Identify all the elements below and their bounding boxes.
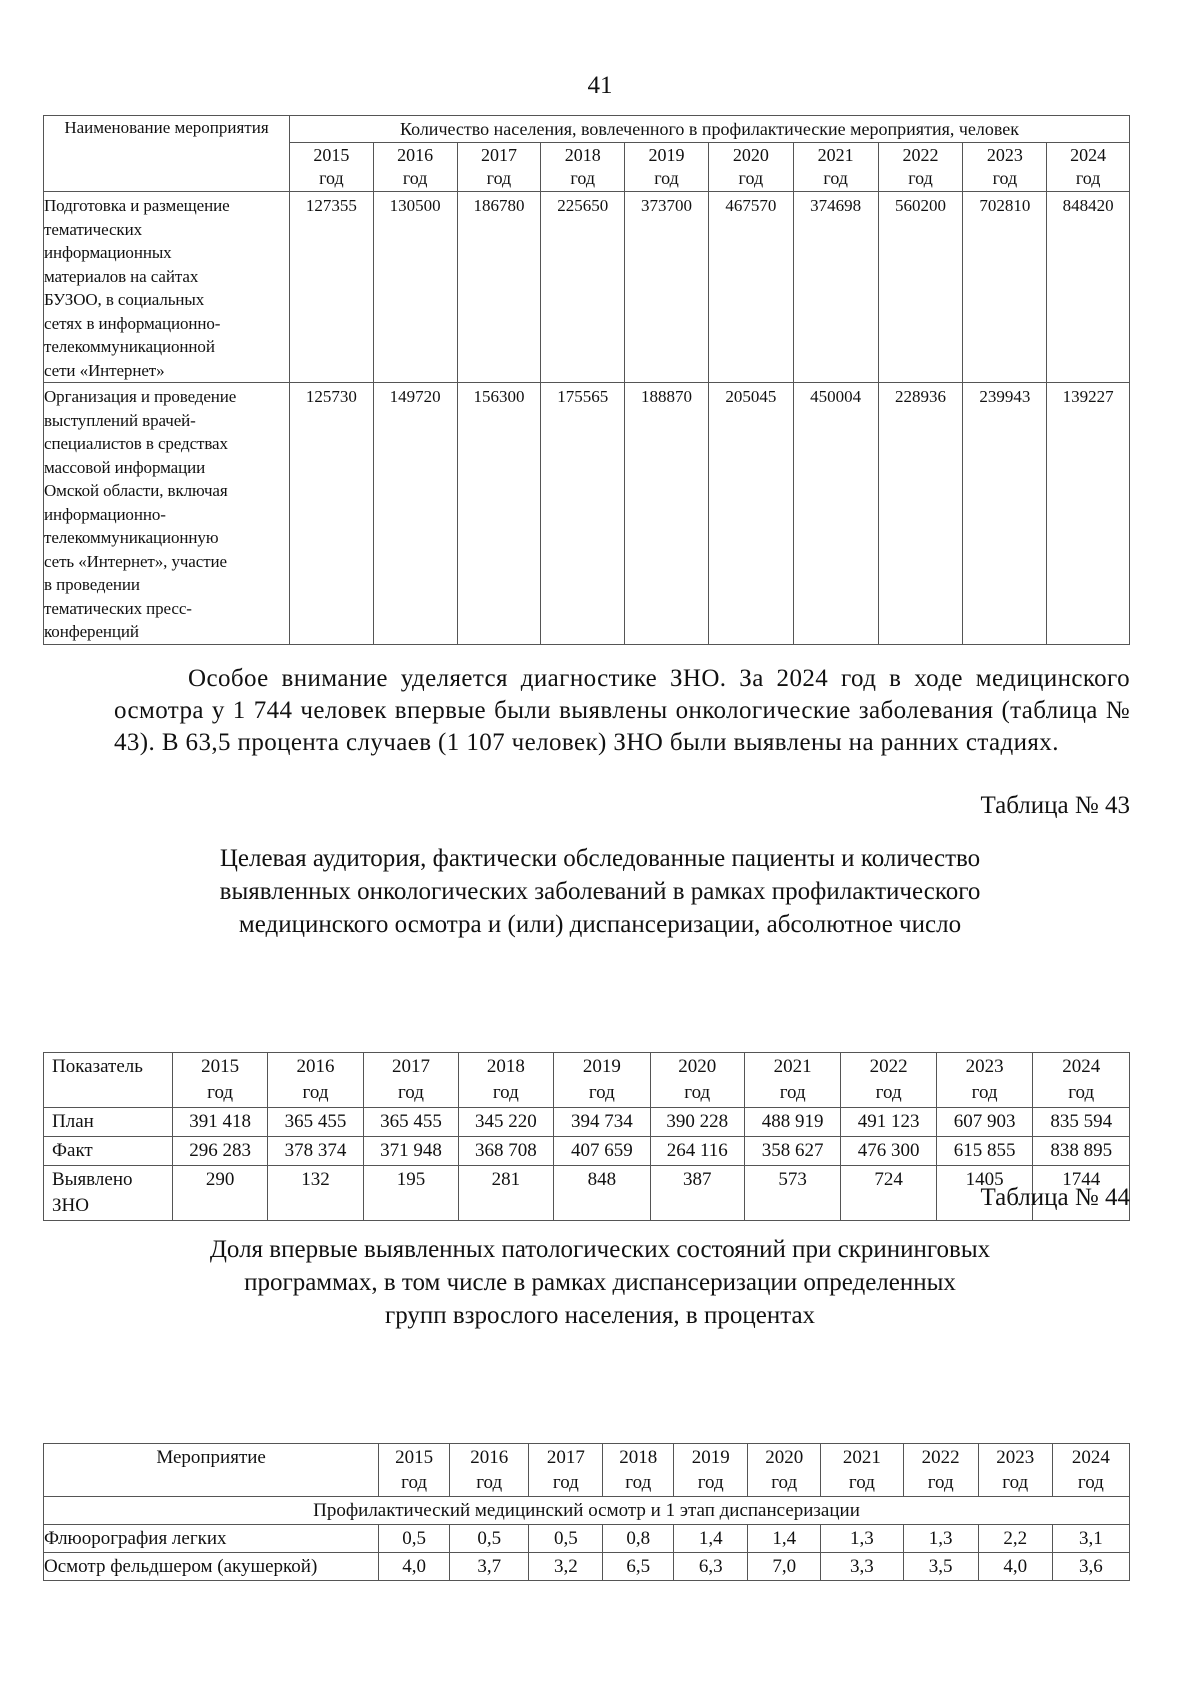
year-label: 2018 <box>564 145 601 165</box>
year-label: 2017 <box>546 1447 585 1468</box>
year-label: 2018 <box>486 1056 525 1077</box>
year-header-cell <box>650 1053 744 1108</box>
value-cell: 175565 <box>541 383 625 645</box>
header-activity-name: Наименование мероприятия <box>44 116 290 192</box>
year-header-cell <box>529 1444 603 1497</box>
year-header-cell <box>603 1444 674 1497</box>
year-label: 2021 <box>817 145 854 165</box>
value-cell: 838 895 <box>1033 1137 1130 1166</box>
year-label: 2020 <box>678 1056 717 1077</box>
value-cell: 3,2 <box>529 1553 603 1581</box>
year-unit-label: год <box>588 1082 615 1103</box>
year-header-cell <box>457 143 541 192</box>
row-label-cell: План <box>44 1108 173 1137</box>
row-label-cell: Факт <box>44 1137 173 1166</box>
year-header-cell <box>450 1444 529 1497</box>
year-header-cell <box>554 1053 651 1108</box>
year-unit-label: год <box>927 1472 954 1493</box>
year-label: 2019 <box>648 145 685 165</box>
value-cell: 368 708 <box>458 1137 553 1166</box>
header-population-group: Количество населения, вовлеченного в профилактические мероприятия, человек <box>289 116 1129 143</box>
year-label: 2024 <box>1070 145 1107 165</box>
year-label: 2021 <box>842 1447 881 1468</box>
year-label: 2023 <box>996 1447 1035 1468</box>
activity-name-line: тематических пресс- <box>44 598 192 618</box>
header-activity: Мероприятие <box>44 1444 379 1497</box>
year-unit-label: год <box>908 168 933 188</box>
year-unit-label: год <box>1075 168 1101 188</box>
value-cell: 467570 <box>708 192 793 383</box>
year-label: 2019 <box>582 1056 621 1077</box>
year-unit-label: год <box>848 1472 875 1493</box>
value-cell: 724 <box>841 1166 936 1221</box>
value-cell: 195 <box>364 1166 458 1221</box>
value-cell: 3,7 <box>450 1553 529 1581</box>
activity-name-line: сеть «Интернет», участие <box>44 551 227 571</box>
value-cell: 365 455 <box>364 1108 458 1137</box>
table-row <box>44 1166 1130 1221</box>
year-header-cell <box>744 1053 841 1108</box>
year-label: 2015 <box>313 145 350 165</box>
table44-label: Таблица № 44 <box>980 1184 1130 1211</box>
table44-section-row: Профилактический медицинский осмотр и 1 этап диспансеризации <box>44 1497 1130 1525</box>
value-cell: 6,3 <box>674 1553 748 1581</box>
activity-name-line: сети «Интернет» <box>44 360 165 380</box>
value-cell: 387 <box>650 1166 744 1221</box>
activity-name-line: Омской области, включая <box>44 481 228 500</box>
table44-title-line: программах, в том числе в рамках диспансеризации определенных <box>244 1269 956 1296</box>
value-cell: 615 855 <box>936 1137 1033 1166</box>
year-unit-label: год <box>486 168 512 188</box>
year-unit-label: год <box>319 168 344 188</box>
year-unit-label: год <box>207 1082 234 1103</box>
value-cell: 702810 <box>963 192 1047 383</box>
value-cell: 4,0 <box>379 1553 450 1581</box>
table43-title <box>100 842 1100 941</box>
value-cell: 127355 <box>289 192 373 383</box>
activity-name-line: специалистов в средствах <box>44 434 228 453</box>
table44 <box>43 1443 1130 1581</box>
prevention-activities-table <box>43 115 1130 645</box>
value-cell: 835 594 <box>1033 1108 1130 1137</box>
value-cell: 149720 <box>373 383 457 645</box>
value-cell: 239943 <box>963 383 1047 645</box>
value-cell: 391 418 <box>173 1108 267 1137</box>
value-cell: 1,3 <box>821 1525 903 1553</box>
value-cell: 125730 <box>289 383 373 645</box>
value-cell: 1405 <box>936 1166 1033 1221</box>
year-header-cell <box>963 143 1047 192</box>
table-row <box>44 1525 1130 1553</box>
value-cell: 281 <box>458 1166 553 1221</box>
year-header-cell <box>364 1053 458 1108</box>
year-label: 2022 <box>921 1447 960 1468</box>
year-header-cell <box>708 143 793 192</box>
value-cell: 6,5 <box>603 1553 674 1581</box>
value-cell: 130500 <box>373 192 457 383</box>
value-cell: 450004 <box>793 383 878 645</box>
value-cell: 132 <box>267 1166 364 1221</box>
value-cell: 3,3 <box>821 1553 903 1581</box>
value-cell: 374698 <box>793 192 878 383</box>
year-label: 2021 <box>773 1056 812 1077</box>
year-header-cell <box>821 1444 903 1497</box>
table-row <box>44 1137 1130 1166</box>
year-unit-label: год <box>771 1472 798 1493</box>
year-label: 2018 <box>619 1447 658 1468</box>
activity-name-line: Подготовка и размещение <box>44 196 230 215</box>
year-unit-label: год <box>476 1472 503 1493</box>
value-cell: 373700 <box>625 192 709 383</box>
row-label-cell: Флюорография легких <box>44 1525 379 1553</box>
activity-name-line: в проведении <box>44 575 140 594</box>
year-label: 2015 <box>395 1447 434 1468</box>
table44-title-line: Доля впервые выявленных патологических состояний при скрининговых <box>209 1236 991 1263</box>
year-unit-label: год <box>738 168 764 188</box>
value-cell: 394 734 <box>554 1108 651 1137</box>
activity-name-line: материалов на сайтах <box>44 266 199 286</box>
activity-name-line: конференций <box>44 622 139 641</box>
activity-name-cell <box>44 383 290 645</box>
table43-title-line: Целевая аудитория, фактически обследованные пациенты и количество <box>219 845 981 872</box>
value-cell: 491 123 <box>841 1108 936 1137</box>
value-cell: 3,1 <box>1052 1525 1129 1553</box>
value-cell: 296 283 <box>173 1137 267 1166</box>
year-label: 2020 <box>765 1447 804 1468</box>
year-unit-label: год <box>992 168 1018 188</box>
value-cell: 378 374 <box>267 1137 364 1166</box>
year-header-cell <box>878 143 963 192</box>
year-unit-label: год <box>570 168 595 188</box>
value-cell: 225650 <box>541 192 625 383</box>
table44-title <box>100 1233 1100 1332</box>
activity-name-line: информационных <box>44 243 172 262</box>
year-unit-label: год <box>654 168 679 188</box>
activity-name-cell <box>44 192 290 383</box>
year-header-cell <box>1033 1053 1130 1108</box>
year-header-cell <box>748 1444 821 1497</box>
value-cell: 3,5 <box>903 1553 978 1581</box>
year-unit-label: год <box>971 1082 998 1103</box>
year-unit-label: год <box>302 1082 329 1103</box>
year-unit-label: год <box>875 1082 902 1103</box>
value-cell: 7,0 <box>748 1553 821 1581</box>
year-unit-label: год <box>625 1472 652 1493</box>
activity-name-line: телекоммуникационной <box>44 337 215 356</box>
year-label: 2015 <box>201 1056 240 1077</box>
row-label-cell: Осмотр фельдшером (акушеркой) <box>44 1553 379 1581</box>
year-label: 2017 <box>480 145 517 165</box>
year-header-cell <box>793 143 878 192</box>
year-unit-label: год <box>492 1082 519 1103</box>
year-label: 2022 <box>869 1056 908 1077</box>
value-cell: 0,5 <box>379 1525 450 1553</box>
value-cell: 1,3 <box>903 1525 978 1553</box>
year-label: 2024 <box>1062 1056 1101 1077</box>
value-cell: 848 <box>554 1166 651 1221</box>
year-header-cell <box>1047 143 1130 192</box>
year-unit-label: год <box>1068 1082 1095 1103</box>
page-number: 41 <box>587 72 613 99</box>
year-header-cell <box>541 143 625 192</box>
value-cell: 573 <box>744 1166 841 1221</box>
year-header-cell <box>379 1444 450 1497</box>
year-unit-label: год <box>552 1472 579 1493</box>
year-label: 2016 <box>296 1056 335 1077</box>
year-unit-label: год <box>1077 1472 1104 1493</box>
activity-name-line: Организация и проведение <box>44 387 237 406</box>
year-label: 2023 <box>986 145 1023 165</box>
year-header-cell <box>625 143 709 192</box>
year-label: 2016 <box>397 145 434 165</box>
year-label: 2024 <box>1071 1447 1110 1468</box>
value-cell: 407 659 <box>554 1137 651 1166</box>
year-header-cell <box>936 1053 1033 1108</box>
value-cell: 1744 <box>1033 1166 1130 1221</box>
table-row <box>44 1108 1130 1137</box>
year-unit-label: год <box>1002 1472 1029 1493</box>
value-cell: 560200 <box>878 192 963 383</box>
value-cell: 1,4 <box>748 1525 821 1553</box>
year-header-cell <box>173 1053 267 1108</box>
value-cell: 228936 <box>878 383 963 645</box>
activity-name-line: выступлений врачей- <box>44 410 196 430</box>
year-header-cell <box>903 1444 978 1497</box>
value-cell: 188870 <box>625 383 709 645</box>
value-cell: 205045 <box>708 383 793 645</box>
value-cell: 186780 <box>457 192 541 383</box>
year-unit-label: год <box>684 1082 711 1103</box>
year-header-cell <box>841 1053 936 1108</box>
value-cell: 345 220 <box>458 1108 553 1137</box>
activity-name-line: БУЗОО, в социальных <box>44 290 205 309</box>
activity-name-line: телекоммуникационную <box>44 528 219 547</box>
value-cell: 0,5 <box>450 1525 529 1553</box>
year-label: 2017 <box>391 1056 430 1077</box>
value-cell: 476 300 <box>841 1137 936 1166</box>
value-cell: 139227 <box>1047 383 1130 645</box>
header-indicator: Показатель <box>44 1053 173 1108</box>
value-cell: 3,6 <box>1052 1553 1129 1581</box>
activity-name-line: информационно- <box>44 504 166 524</box>
value-cell: 488 919 <box>744 1108 841 1137</box>
value-cell: 371 948 <box>364 1137 458 1166</box>
year-header-cell <box>978 1444 1052 1497</box>
year-label: 2019 <box>691 1447 730 1468</box>
value-cell: 390 228 <box>650 1108 744 1137</box>
body-paragraph: Особое внимание уделяется диагностике ЗНО. За 2024 год в ходе медицинского осмотра у 1 744 человек впервые были выявлены онкологические заболевания (таблица № 43). В 63,5 процента случаев (1 107 человек) ЗНО были выявлены на ранних стадиях. <box>114 665 1130 756</box>
activity-name-line: тематических <box>44 219 142 239</box>
value-cell: 607 903 <box>936 1108 1033 1137</box>
value-cell: 0,5 <box>529 1525 603 1553</box>
year-unit-label: год <box>823 168 848 188</box>
activity-name-line: массовой информации <box>44 457 206 477</box>
value-cell: 4,0 <box>978 1553 1052 1581</box>
year-label: 2020 <box>732 145 769 165</box>
value-cell: 2,2 <box>978 1525 1052 1553</box>
activity-name-line: сетях в информационно- <box>44 313 221 333</box>
year-header-cell <box>458 1053 553 1108</box>
year-header-cell <box>267 1053 364 1108</box>
year-header-cell <box>373 143 457 192</box>
year-header-cell <box>289 143 373 192</box>
value-cell: 264 116 <box>650 1137 744 1166</box>
table43-title-line: выявленных онкологических заболеваний в рамках профилактического <box>219 878 981 905</box>
value-cell: 848420 <box>1047 192 1130 383</box>
year-unit-label: год <box>401 1472 428 1493</box>
year-unit-label: год <box>402 168 428 188</box>
value-cell: 290 <box>173 1166 267 1221</box>
year-header-cell <box>674 1444 748 1497</box>
table43 <box>43 1052 1130 1221</box>
year-unit-label: год <box>397 1082 424 1103</box>
year-header-cell <box>1052 1444 1129 1497</box>
table-row <box>44 1553 1130 1581</box>
year-unit-label: год <box>697 1472 724 1493</box>
value-cell: 365 455 <box>267 1108 364 1137</box>
value-cell: 358 627 <box>744 1137 841 1166</box>
value-cell: 1,4 <box>674 1525 748 1553</box>
year-label: 2023 <box>965 1056 1004 1077</box>
value-cell: 156300 <box>457 383 541 645</box>
year-unit-label: год <box>779 1082 806 1103</box>
table43-title-line: медицинского осмотра и (или) диспансеризации, абсолютное число <box>238 911 962 938</box>
table43-label: Таблица № 43 <box>980 792 1130 819</box>
value-cell: 0,8 <box>603 1525 674 1553</box>
table44-title-line: групп взрослого населения, в процентах <box>384 1302 816 1329</box>
row-label-cell: Выявлено ЗНО <box>44 1166 173 1221</box>
year-label: 2022 <box>902 145 939 165</box>
year-label: 2016 <box>470 1447 509 1468</box>
